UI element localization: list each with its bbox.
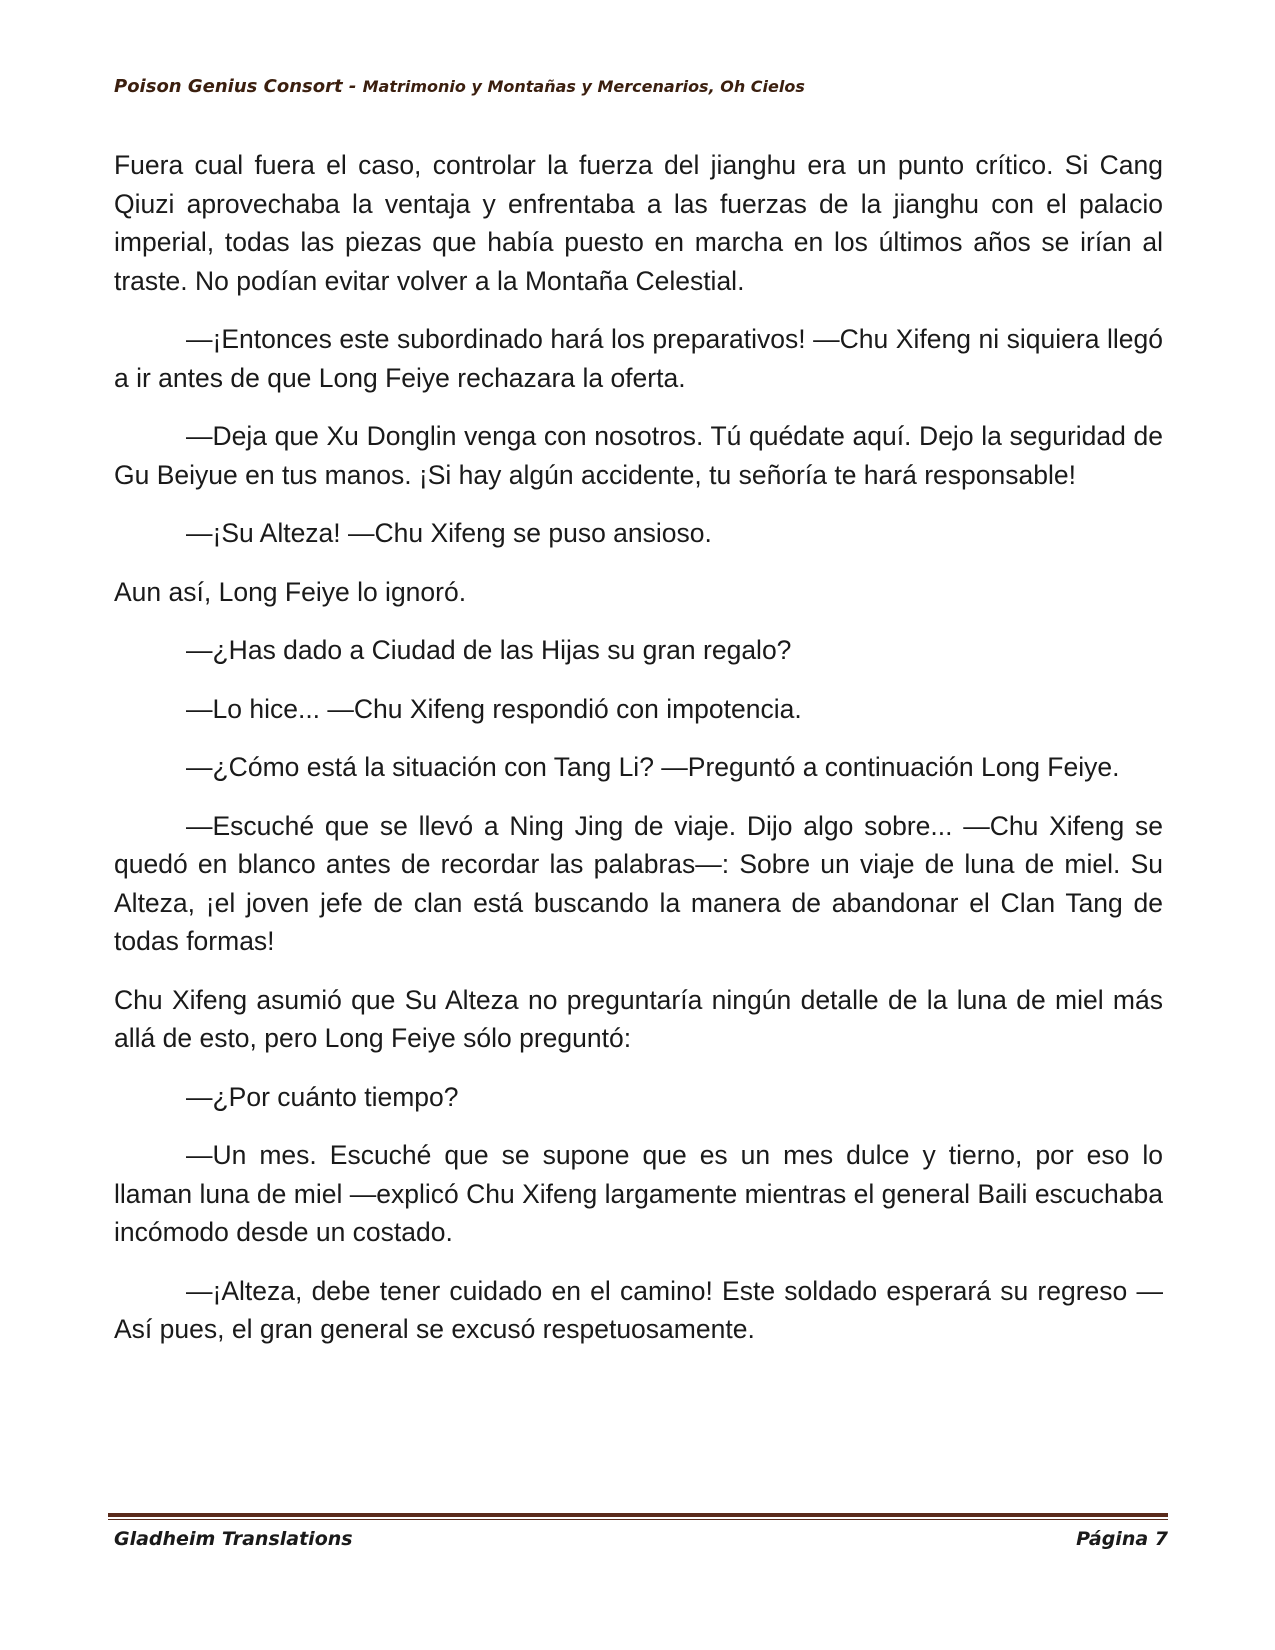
paragraph: Chu Xifeng asumió que Su Alteza no preguntaría ningún detalle de la luna de miel más allá de esto, pero Long Feiye sólo preguntó: <box>114 984 1163 1053</box>
paragraph: —¿Has dado a Ciudad de las Hijas su gran regalo? <box>186 635 792 665</box>
paragraph: —Deja que Xu Donglin venga con nosotros. Tú quédate aquí. Dejo la seguridad de Gu Beiyue en tus manos. ¡Si hay algún accidente, tu señoría te hará responsable! <box>114 421 1163 490</box>
chapter-title: Matrimonio y Montañas y Mercenarios, Oh Cielos <box>362 77 805 96</box>
paragraph: Fuera cual fuera el caso, controlar la fuerza del jianghu era un punto crítico. Si Cang Qiuzi aprovechaba la ventaja y enfrentaba a las fuerzas de la jianghu con el palacio imperial, todas las piezas que había puesto en marcha en los últimos años se irían al traste. No podían evitar volver a la Montaña Celestial. <box>114 150 1163 296</box>
paragraph: —¿Cómo está la situación con Tang Li? —Preguntó a continuación Long Feiye. <box>186 752 1120 782</box>
paragraph: —Escuché que se llevó a Ning Jing de viaje. Dijo algo sobre... —Chu Xifeng se quedó en blanco antes de recordar las palabras—: Sobre un viaje de luna de miel. Su Alteza, ¡el joven jefe de clan está buscando la manera de abandonar el Clan Tang de todas formas! <box>114 810 1163 956</box>
paragraph: —¿Por cuánto tiempo? <box>186 1081 459 1112</box>
page-header <box>114 76 1164 97</box>
footer-credit: Gladheim Translations <box>114 1528 353 1550</box>
paragraph: —¡Entonces este subordinado hará los preparativos! —Chu Xifeng ni siquiera llegó a ir antes de que Long Feiye rechazara la oferta. <box>114 324 1163 393</box>
paragraph: —Lo hice... —Chu Xifeng respondió con impotencia. <box>186 693 802 724</box>
header-separator: - <box>342 76 363 97</box>
paragraph: Aun así, Long Feiye lo ignoró. <box>114 576 467 607</box>
footer-divider <box>108 1513 1168 1520</box>
book-title: Poison Genius Consort <box>114 76 343 97</box>
paragraph: —Un mes. Escuché que se supone que es un mes dulce y tierno, por eso lo llaman luna de miel —explicó Chu Xifeng largamente mientras el general Baili escuchaba incómodo desde un costado. <box>114 1140 1163 1247</box>
paragraph: —¡Su Alteza! —Chu Xifeng se puso ansioso. <box>186 518 712 548</box>
paragraph: —¡Alteza, debe tener cuidado en el camino! Este soldado esperará su regreso —Así pues, el gran general se excusó respetuosamente. <box>114 1275 1163 1344</box>
page-body <box>114 146 1163 1369</box>
page-number: Página 7 <box>1076 1528 1168 1550</box>
